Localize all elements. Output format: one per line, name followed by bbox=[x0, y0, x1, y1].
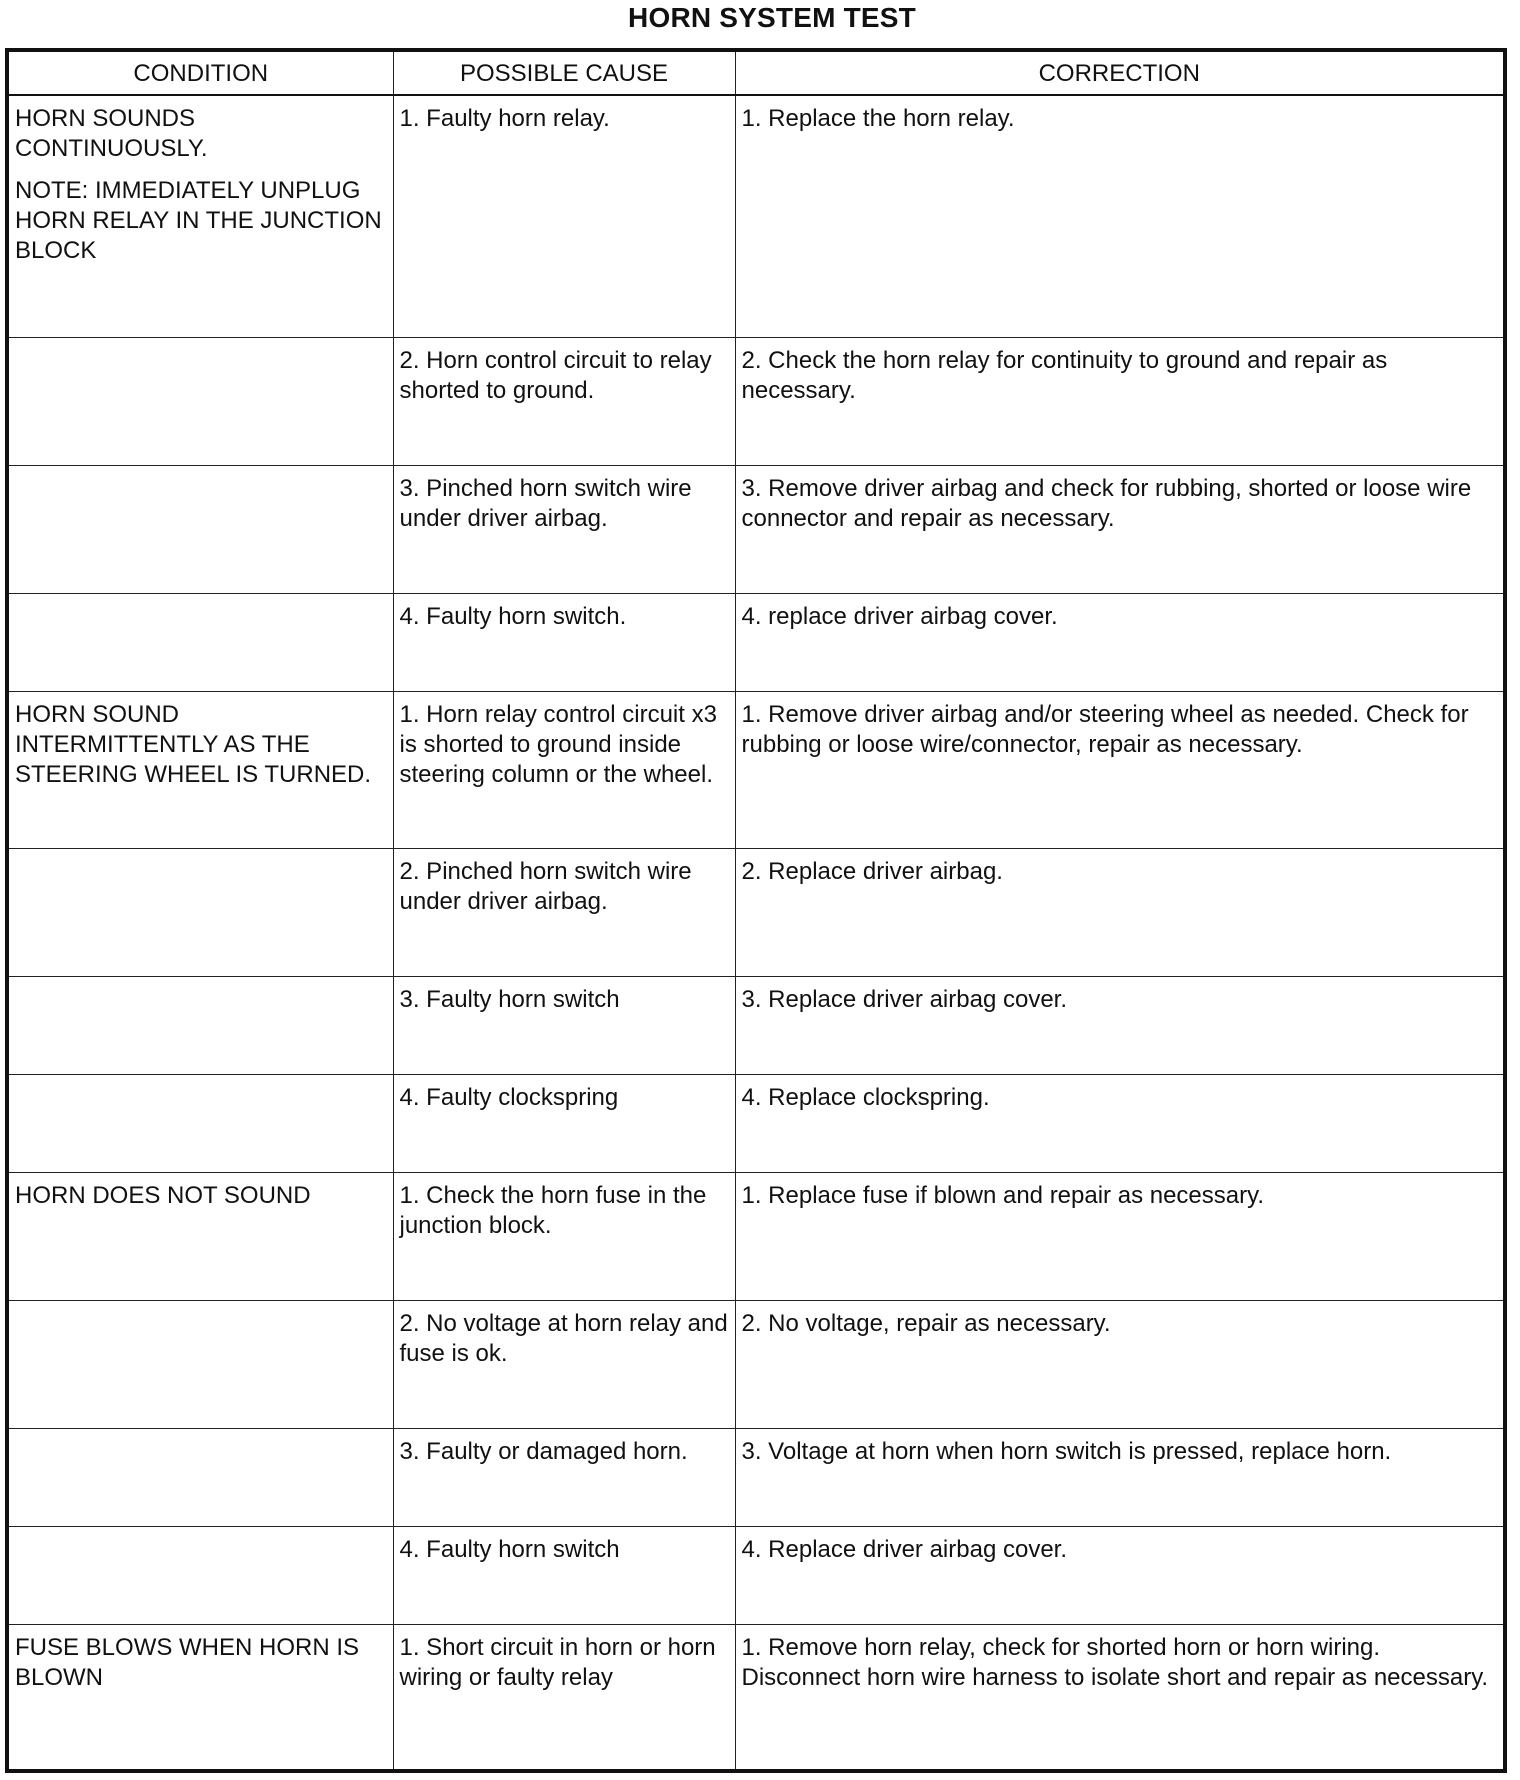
table-row bbox=[9, 1074, 1503, 1172]
table-row bbox=[9, 691, 1503, 848]
condition-cell bbox=[9, 1300, 393, 1428]
cause-cell: 3. Faulty horn switch bbox=[393, 976, 735, 1074]
table-row bbox=[9, 337, 1503, 465]
cause-cell: 4. Faulty horn switch bbox=[393, 1526, 735, 1624]
condition-cell bbox=[9, 1526, 393, 1624]
cause-cell: 3. Pinched horn switch wire under driver airbag. bbox=[393, 465, 735, 593]
condition-cell: HORN DOES NOT SOUND bbox=[9, 1172, 393, 1300]
correction-cell: 1. Replace the horn relay. bbox=[735, 95, 1503, 337]
column-header-condition: CONDITION bbox=[9, 52, 393, 95]
condition-cell: HORN SOUND INTERMITTENTLY AS THE STEERING WHEEL IS TURNED. bbox=[9, 691, 393, 848]
cause-cell: 2. Pinched horn switch wire under driver airbag. bbox=[393, 848, 735, 976]
table-row bbox=[9, 95, 1503, 337]
correction-cell: 1. Replace fuse if blown and repair as necessary. bbox=[735, 1172, 1503, 1300]
condition-cell bbox=[9, 95, 393, 337]
correction-cell: 4. replace driver airbag cover. bbox=[735, 593, 1503, 691]
condition-cell bbox=[9, 848, 393, 976]
condition-cell: FUSE BLOWS WHEN HORN IS BLOWN bbox=[9, 1624, 393, 1769]
condition-cell bbox=[9, 1428, 393, 1526]
diagnosis-table bbox=[9, 52, 1503, 1769]
cause-cell: 2. No voltage at horn relay and fuse is ok. bbox=[393, 1300, 735, 1428]
condition-cell bbox=[9, 1074, 393, 1172]
correction-cell: 2. Replace driver airbag. bbox=[735, 848, 1503, 976]
table-row bbox=[9, 1428, 1503, 1526]
cause-cell: 1. Short circuit in horn or horn wiring or faulty relay bbox=[393, 1624, 735, 1769]
cause-cell: 4. Faulty clockspring bbox=[393, 1074, 735, 1172]
table-row bbox=[9, 593, 1503, 691]
cause-cell: 1. Horn relay control circuit x3 is shorted to ground inside steering column or the wheel. bbox=[393, 691, 735, 848]
correction-cell: 2. No voltage, repair as necessary. bbox=[735, 1300, 1503, 1428]
table-row bbox=[9, 1624, 1503, 1769]
condition-cell bbox=[9, 593, 393, 691]
condition-note: NOTE: IMMEDIATELY UNPLUG HORN RELAY IN THE JUNCTION BLOCK bbox=[15, 177, 382, 264]
correction-cell: 4. Replace driver airbag cover. bbox=[735, 1526, 1503, 1624]
condition-text: HORN SOUNDS CONTINUOUSLY. bbox=[15, 105, 208, 162]
condition-cell bbox=[9, 337, 393, 465]
table-row bbox=[9, 1172, 1503, 1300]
diagnosis-table-frame bbox=[5, 48, 1507, 1773]
correction-cell: 1. Remove horn relay, check for shorted horn or horn wiring. Disconnect horn wire harness to isolate short and repair as necessary. bbox=[735, 1624, 1503, 1769]
condition-cell bbox=[9, 465, 393, 593]
table-row bbox=[9, 1526, 1503, 1624]
correction-cell: 3. Voltage at horn when horn switch is pressed, replace horn. bbox=[735, 1428, 1503, 1526]
condition-cell bbox=[9, 976, 393, 1074]
cause-cell: 1. Check the horn fuse in the junction block. bbox=[393, 1172, 735, 1300]
correction-cell: 3. Replace driver airbag cover. bbox=[735, 976, 1503, 1074]
column-header-possible-cause: POSSIBLE CAUSE bbox=[393, 52, 735, 95]
table-row bbox=[9, 1300, 1503, 1428]
table-row bbox=[9, 976, 1503, 1074]
header-row bbox=[9, 52, 1503, 95]
column-header-correction: CORRECTION bbox=[735, 52, 1503, 95]
cause-cell: 4. Faulty horn switch. bbox=[393, 593, 735, 691]
correction-cell: 3. Remove driver airbag and check for rubbing, shorted or loose wire connector and repair as necessary. bbox=[735, 465, 1503, 593]
cause-cell: 3. Faulty or damaged horn. bbox=[393, 1428, 735, 1526]
correction-cell: 1. Remove driver airbag and/or steering wheel as needed. Check for rubbing or loose wire/connector, repair as necessary. bbox=[735, 691, 1503, 848]
correction-cell: 2. Check the horn relay for continuity to ground and repair as necessary. bbox=[735, 337, 1503, 465]
table-row bbox=[9, 848, 1503, 976]
cause-cell: 1. Faulty horn relay. bbox=[393, 95, 735, 337]
table-row bbox=[9, 465, 1503, 593]
page-title: HORN SYSTEM TEST bbox=[628, 2, 916, 33]
correction-cell: 4. Replace clockspring. bbox=[735, 1074, 1503, 1172]
cause-cell: 2. Horn control circuit to relay shorted to ground. bbox=[393, 337, 735, 465]
